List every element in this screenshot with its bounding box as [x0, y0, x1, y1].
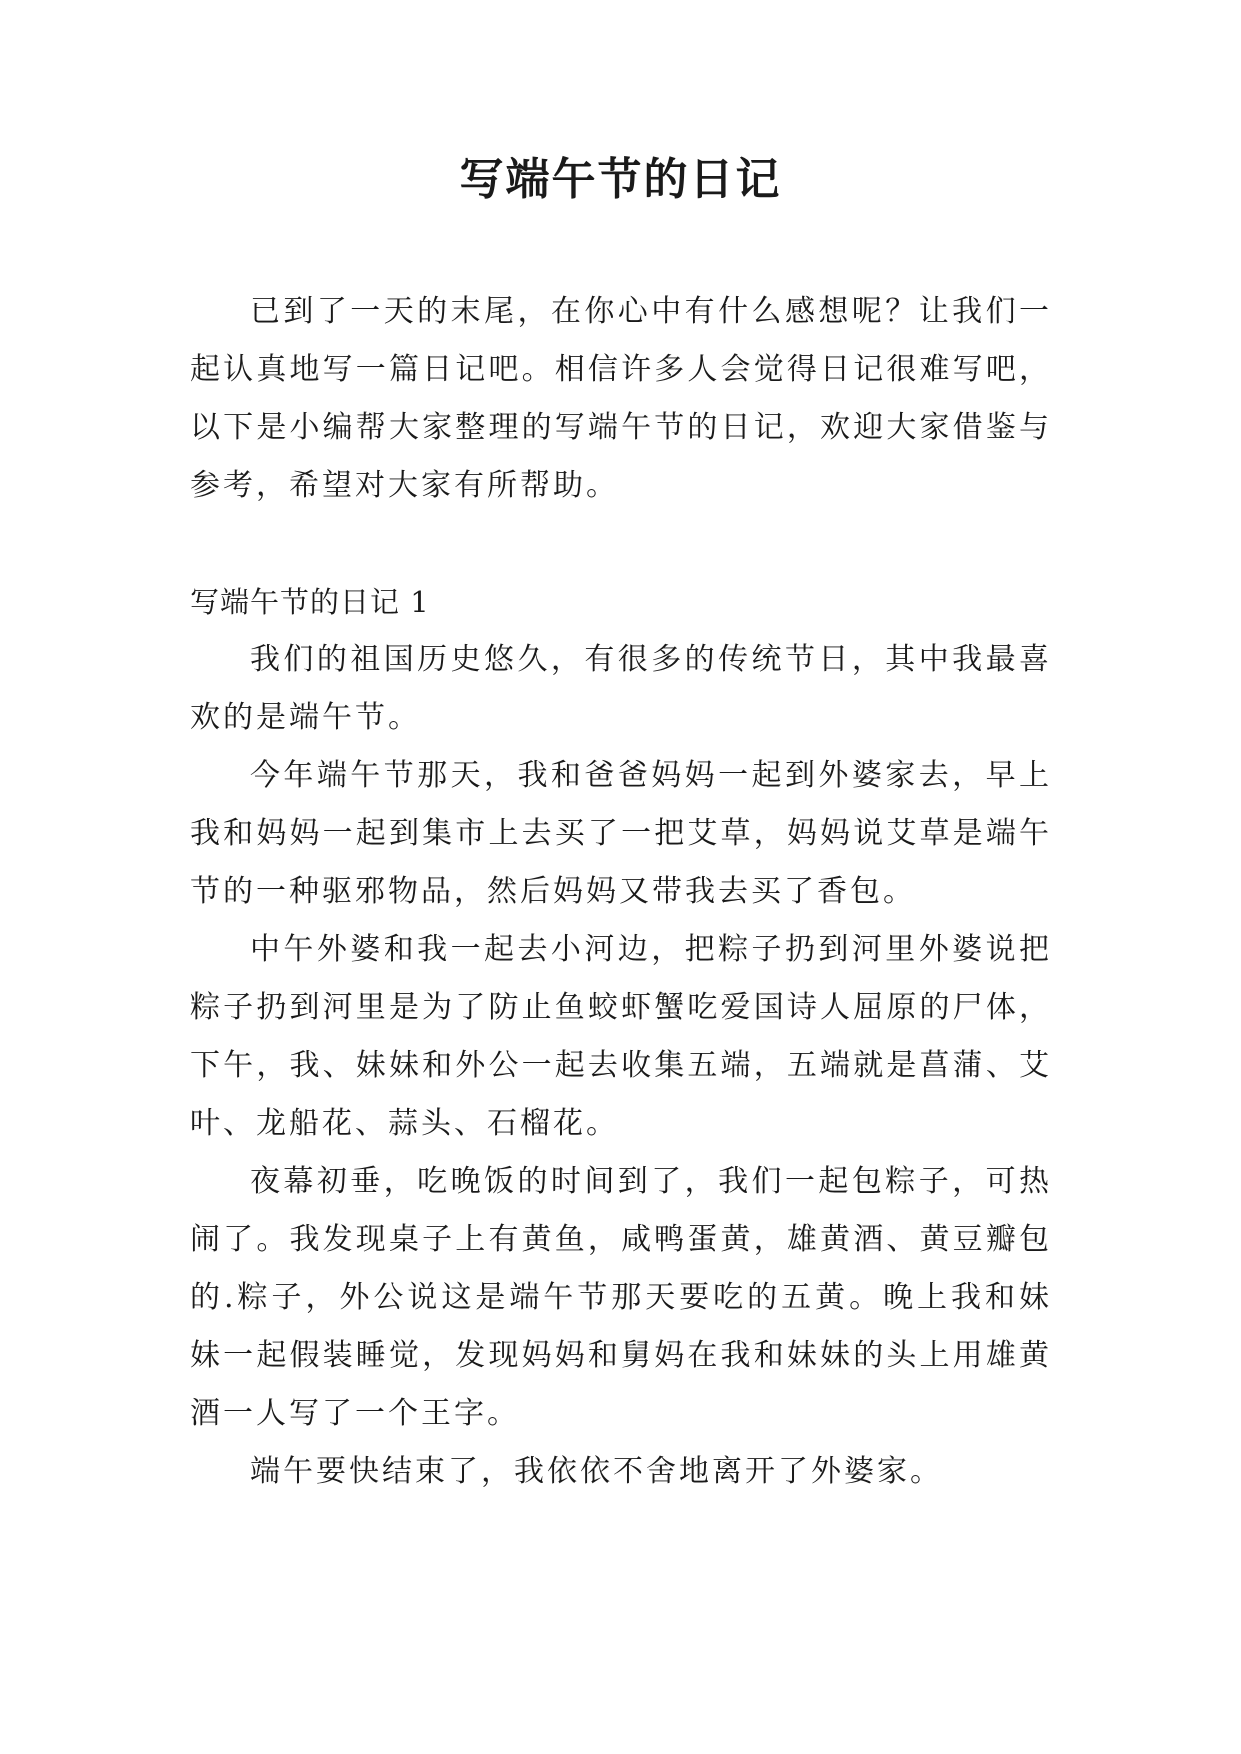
- body-paragraph: 今年端午节那天，我和爸爸妈妈一起到外婆家去，早上我和妈妈一起到集市上去买了一把艾草，妈妈说艾草是端午节的一种驱邪物品，然后妈妈又带我去买了香包。: [190, 758, 1052, 909]
- body-paragraph: 我们的祖国历史悠久，有很多的传统节日，其中我最喜欢的是端午节。: [190, 642, 1052, 735]
- section-heading: 写端午节的日记 1: [190, 585, 430, 619]
- document-body: [190, 283, 1052, 1501]
- document-title: 写端午节的日记: [459, 154, 782, 205]
- intro-paragraph: 已到了一天的末尾，在你心中有什么感想呢？让我们一起认真地写一篇日记吧。相信许多人会觉得日记很难写吧，以下是小编帮大家整理的写端午节的日记，欢迎大家借鉴与参考，希望对大家有所帮助。: [190, 294, 1052, 503]
- body-paragraph: 中午外婆和我一起去小河边，把粽子扔到河里外婆说把粽子扔到河里是为了防止鱼蛟虾蟹吃爱国诗人屈原的尸体，下午，我、妹妹和外公一起去收集五端，五端就是菖蒲、艾叶、龙船花、蒜头、石榴花。: [190, 932, 1052, 1141]
- body-paragraph: 夜幕初垂，吃晚饭的时间到了，我们一起包粽子，可热闹了。我发现桌子上有黄鱼，咸鸭蛋黄，雄黄酒、黄豆瓣包的.粽子，外公说这是端午节那天要吃的五黄。晚上我和妹妹一起假装睡觉，发现妈妈和舅妈在我和妹妹的头上用雄黄酒一人写了一个王字。: [190, 1164, 1052, 1431]
- body-paragraph: 端午要快结束了，我依依不舍地离开了外婆家。: [250, 1454, 943, 1489]
